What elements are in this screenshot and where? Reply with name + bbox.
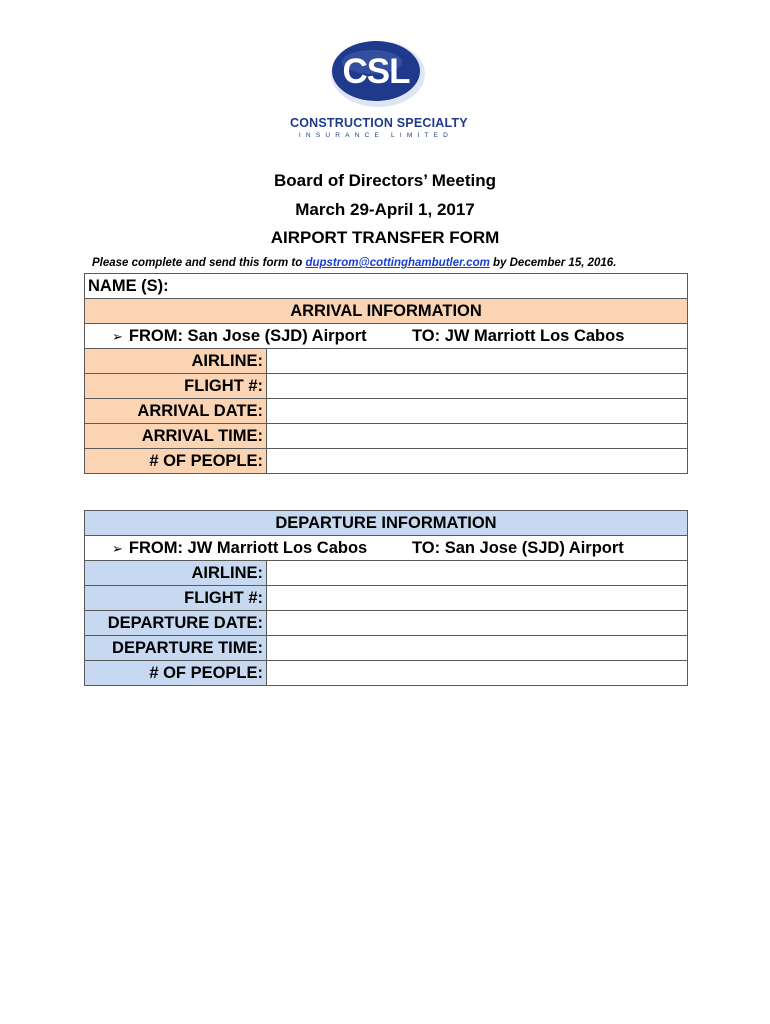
arrival-route (85, 324, 688, 349)
arrival-time-input[interactable] (267, 424, 688, 449)
arrival-from: FROM: San Jose (SJD) Airport (128, 326, 367, 345)
departure-flight-row (85, 586, 688, 611)
departure-date-row (85, 611, 688, 636)
name-field[interactable] (85, 274, 688, 299)
arrow-bullet-icon: ➢ (112, 540, 123, 556)
departure-airline-label: AIRLINE: (85, 561, 267, 586)
arrival-table (84, 273, 688, 474)
arrival-flight-input[interactable] (267, 374, 688, 399)
departure-heading: DEPARTURE INFORMATION (85, 511, 688, 536)
departure-route-row (85, 536, 688, 561)
form-title: AIRPORT TRANSFER FORM (270, 228, 500, 247)
logo-tagline: INSURANCE LIMITED (298, 132, 454, 139)
name-label: NAME (S): (88, 276, 169, 295)
arrival-heading-row (85, 299, 688, 324)
departure-date-label: DEPARTURE DATE: (85, 611, 267, 636)
arrow-bullet-icon: ➢ (112, 328, 123, 344)
instructions-before: Please complete and send this form to (92, 257, 306, 269)
departure-people-row (85, 661, 688, 686)
departure-from: FROM: JW Marriott Los Cabos (128, 538, 368, 557)
arrival-date-input[interactable] (267, 399, 688, 424)
csl-logo-mark (290, 38, 462, 116)
arrival-airline-row (85, 349, 688, 374)
departure-airline-row (85, 561, 688, 586)
departure-people-input[interactable] (267, 661, 688, 686)
company-logo (290, 38, 468, 139)
arrival-date-row (85, 399, 688, 424)
departure-time-input[interactable] (267, 636, 688, 661)
arrival-people-label: # OF PEOPLE: (85, 449, 267, 474)
arrival-airline-label: AIRLINE: (85, 349, 267, 374)
departure-people-label: # OF PEOPLE: (85, 661, 267, 686)
arrival-route-row (85, 324, 688, 349)
departure-time-row (85, 636, 688, 661)
departure-heading-row (85, 511, 688, 536)
arrival-airline-input[interactable] (267, 349, 688, 374)
email-link[interactable]: dupstrom@cottinghambutler.com (305, 257, 490, 269)
departure-airline-input[interactable] (267, 561, 688, 586)
logo-company-name: CONSTRUCTION SPECIALTY (290, 116, 468, 130)
departure-time-label: DEPARTURE TIME: (85, 636, 267, 661)
name-row (85, 274, 688, 299)
arrival-flight-label: FLIGHT #: (85, 374, 267, 399)
departure-table (84, 510, 688, 686)
instructions-after: by December 15, 2016. (489, 257, 617, 269)
arrival-flight-row (85, 374, 688, 399)
meeting-dates: March 29-April 1, 2017 (295, 200, 475, 219)
departure-to: TO: San Jose (SJD) Airport (412, 538, 624, 557)
departure-date-input[interactable] (267, 611, 688, 636)
arrival-date-label: ARRIVAL DATE: (85, 399, 267, 424)
meeting-title: Board of Directors’ Meeting (274, 171, 496, 190)
instructions-text (92, 257, 712, 269)
arrival-time-row (85, 424, 688, 449)
departure-flight-label: FLIGHT #: (85, 586, 267, 611)
arrival-to: TO: JW Marriott Los Cabos (412, 326, 625, 345)
arrival-time-label: ARRIVAL TIME: (85, 424, 267, 449)
arrival-people-row (85, 449, 688, 474)
departure-route (85, 536, 688, 561)
departure-flight-input[interactable] (267, 586, 688, 611)
logo-initials: CSL (342, 52, 410, 91)
arrival-heading: ARRIVAL INFORMATION (85, 299, 688, 324)
arrival-people-input[interactable] (267, 449, 688, 474)
